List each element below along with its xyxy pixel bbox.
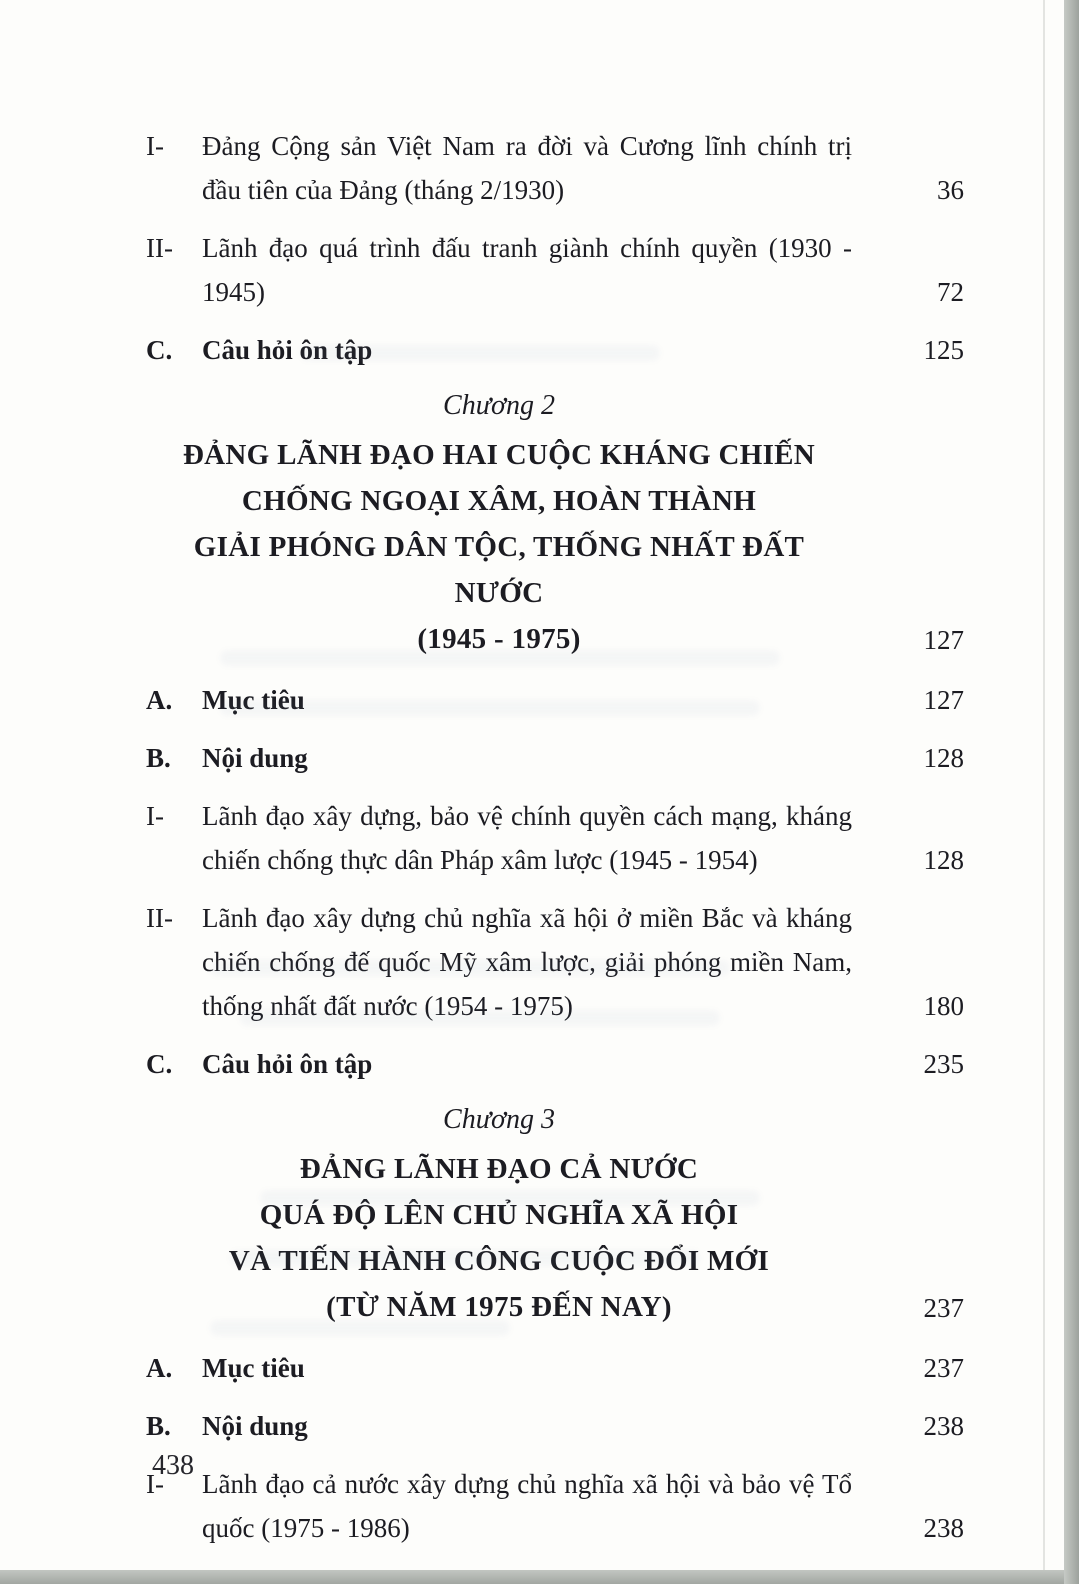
book-spine-shadow bbox=[1043, 0, 1045, 1584]
toc-entry-label: A. bbox=[146, 685, 173, 715]
toc-entry-page: 128 bbox=[923, 743, 964, 773]
toc-entry bbox=[146, 124, 964, 212]
toc-entry bbox=[146, 794, 964, 882]
chapter-title-line: (1945 - 1975) bbox=[417, 623, 581, 655]
toc-entry-label: I- bbox=[146, 1469, 164, 1499]
chapter-title-line: (TỪ NĂM 1975 ĐẾN NAY) bbox=[326, 1291, 672, 1323]
toc-entry-text: Lãnh đạo xây dựng, bảo vệ chính quyền cách mạng, kháng chiến chống thực dân Pháp xâm lược (1945 - 1954) bbox=[202, 801, 852, 875]
toc-entry-label: A. bbox=[146, 1353, 173, 1383]
table-of-contents bbox=[146, 124, 964, 1550]
toc-entry-label: C. bbox=[146, 1049, 173, 1079]
chapter-label: Chương 3 bbox=[443, 1104, 555, 1135]
toc-entry-text: Câu hỏi ôn tập bbox=[202, 1049, 373, 1079]
toc-entry-text: Lãnh đạo quá trình đấu tranh giành chính quyền (1930 - 1945) bbox=[202, 233, 852, 307]
toc-entry-text: Lãnh đạo xây dựng chủ nghĩa xã hội ở miền Bắc và kháng chiến chống đế quốc Mỹ xâm lược, giải phóng miền Nam, thống nhất đất nước (1954 - 1975) bbox=[202, 903, 852, 1021]
toc-entry-page: 180 bbox=[923, 991, 964, 1021]
chapter-title-line: VÀ TIẾN HÀNH CÔNG CUỘC ĐỔI MỚI bbox=[228, 1245, 770, 1277]
toc-entry-label: I- bbox=[146, 131, 164, 161]
toc-entry-page: 237 bbox=[923, 1353, 964, 1383]
toc-entry bbox=[146, 736, 964, 780]
toc-entry-page: 127 bbox=[923, 685, 964, 715]
scan-edge-bottom bbox=[0, 1570, 1064, 1584]
chapter-title-line: GIẢI PHÓNG DÂN TỘC, THỐNG NHẤT ĐẤT NƯỚC bbox=[193, 531, 805, 609]
chapter-title-line: CHỐNG NGOẠI XÂM, HOÀN THÀNH bbox=[241, 485, 757, 517]
toc-entry-label: B. bbox=[146, 743, 171, 773]
toc-chapter-page: 237 bbox=[923, 1293, 964, 1323]
toc-chapter-page: 127 bbox=[923, 625, 964, 655]
toc-entry-text: Mục tiêu bbox=[202, 685, 305, 715]
toc-entry bbox=[146, 226, 964, 314]
toc-entry bbox=[146, 678, 964, 722]
toc-entry-label: II- bbox=[146, 233, 173, 263]
toc-entry-page: 128 bbox=[923, 845, 964, 875]
page-number-footer bbox=[152, 1450, 194, 1482]
toc-entry-text: Đảng Cộng sản Việt Nam ra đời và Cương lĩnh chính trị đầu tiên của Đảng (tháng 2/1930) bbox=[202, 131, 852, 205]
chapter-title-line: ĐẢNG LÃNH ĐẠO HAI CUỘC KHÁNG CHIẾN bbox=[182, 439, 816, 471]
page-number: 438 bbox=[152, 1450, 194, 1481]
toc-entry-label: C. bbox=[146, 335, 173, 365]
scan-edge-right bbox=[1064, 0, 1079, 1584]
toc-entry bbox=[146, 896, 964, 1028]
toc-chapter bbox=[146, 1100, 964, 1330]
toc-entry-page: 36 bbox=[937, 175, 964, 205]
toc-entry-label: II- bbox=[146, 903, 173, 933]
toc-entry-page: 72 bbox=[937, 277, 964, 307]
toc-entry-page: 235 bbox=[923, 1049, 964, 1079]
toc-entry bbox=[146, 328, 964, 372]
toc-entry bbox=[146, 1462, 964, 1550]
toc-entry bbox=[146, 1404, 964, 1448]
toc-entry-label: I- bbox=[146, 801, 164, 831]
chapter-label: Chương 2 bbox=[443, 390, 555, 421]
toc-entry-text: Lãnh đạo cả nước xây dựng chủ nghĩa xã hội và bảo vệ Tổ quốc (1975 - 1986) bbox=[202, 1469, 852, 1543]
chapter-title-line: ĐẢNG LÃNH ĐẠO CẢ NƯỚC bbox=[299, 1153, 699, 1185]
toc-entry-page: 238 bbox=[923, 1411, 964, 1441]
toc-entry-text: Nội dung bbox=[202, 743, 308, 773]
chapter-title-line: QUÁ ĐỘ LÊN CHỦ NGHĨA XÃ HỘI bbox=[259, 1199, 739, 1231]
toc-entry-label: B. bbox=[146, 1411, 171, 1441]
toc-entry-page: 238 bbox=[923, 1513, 964, 1543]
toc-entry-text: Câu hỏi ôn tập bbox=[202, 335, 373, 365]
toc-entry-page: 125 bbox=[923, 335, 964, 365]
toc-entry-text: Nội dung bbox=[202, 1411, 308, 1441]
toc-entry bbox=[146, 1042, 964, 1086]
toc-entry bbox=[146, 1346, 964, 1390]
toc-entry-text: Mục tiêu bbox=[202, 1353, 305, 1383]
toc-chapter bbox=[146, 386, 964, 662]
